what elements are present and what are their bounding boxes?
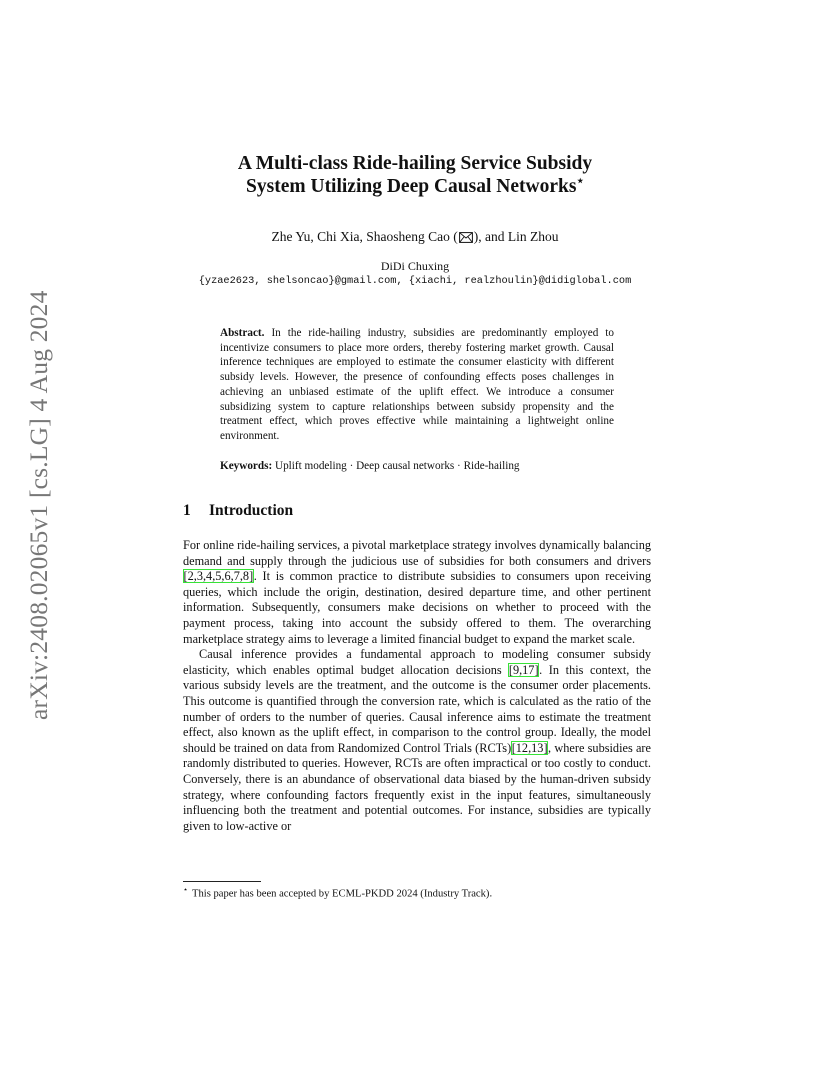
keywords-label: Keywords: bbox=[220, 460, 273, 472]
paragraph-2-text-b: . In this context, the various subsidy levels are the treatment, and the outcome is the consumer order placements. This outcome is quantified through the conversion rate, which is calculated as the ratio of the number of orders to the number of queries. Causal inference aims to estimate the treatment effect, also known as the uplift effect, in comparison to the control group. Ideally, the model should be trained on data from Randomized Control Trials (RCTs) bbox=[183, 662, 651, 755]
paragraph-2 bbox=[183, 647, 651, 834]
footnote-text: This paper has been accepted by ECML-PKDD 2024 (Industry Track). bbox=[192, 888, 493, 900]
citation-link[interactable]: [12,13] bbox=[511, 740, 548, 755]
paragraph-1 bbox=[183, 538, 651, 647]
citation-link[interactable]: [2,3,4,5,6,7,8] bbox=[183, 569, 254, 584]
envelope-icon[interactable] bbox=[459, 231, 473, 247]
section-number: 1 bbox=[183, 502, 191, 519]
paragraph-2-text-a: Causal inference provides a fundamental approach to modeling consumer subsidy elasticity, which enables optimal budget allocation decisions bbox=[183, 647, 651, 677]
footnote-mark: ⋆ bbox=[183, 885, 189, 894]
authors-text-start: Zhe Yu, Chi Xia, Shaosheng Cao ( bbox=[271, 229, 458, 244]
keywords bbox=[220, 460, 620, 472]
paragraph-2-text-c: , where subsidies are randomly distributed to queries. However, RCTs are often impractical or too costly to conduct. Conversely, there is an abundance of observational data biased by the human-driven subsidy strategy, where confounding factors frequently exist in the input features, simultaneously influencing both the treatment and potential outcomes. For instance, subsidies are typically given to low-active or bbox=[183, 740, 651, 833]
arxiv-identifier: arXiv:2408.02065v1 [cs.LG] 4 Aug 2024 bbox=[24, 290, 53, 720]
affiliation: DiDi Chuxing bbox=[380, 259, 450, 273]
authors-text-end: ), and Lin Zhou bbox=[473, 229, 559, 244]
footnote bbox=[183, 885, 651, 900]
footnote-divider bbox=[183, 881, 261, 882]
title-line-2 bbox=[160, 175, 670, 198]
title-footnote-mark[interactable]: ⋆ bbox=[576, 173, 584, 188]
abstract-label: Abstract. bbox=[220, 327, 265, 339]
paragraph-1-text-b: . It is common practice to distribute subsidies to consumers upon receiving queries, which include the origin, destination, desired departure time, and other pertinent information. Subsequently, consumers make decisions on whether to proceed with the payment process, taking into account the subsidy offered to them. The overarching marketplace strategy aims to leverage a limited financial budget to expand the market scale. bbox=[183, 569, 651, 646]
author-list bbox=[160, 229, 670, 247]
introduction-body bbox=[183, 538, 651, 834]
citation-link[interactable]: [9,17] bbox=[508, 662, 539, 677]
author-emails[interactable]: {yzae2623, shelsoncao}@gmail.com, {xiachi, realzhoulin}@didiglobal.com bbox=[198, 275, 632, 287]
title-line-2-text: System Utilizing Deep Causal Networks bbox=[246, 176, 577, 197]
abstract-text: In the ride-hailing industry, subsidies are predominantly employed to incentivize consumers to place more orders, thereby fostering market growth. Causal inference techniques are employed to estimate the consumer elasticity with different subsidy levels. However, the presence of confounding effects poses challenges in achieving an unbiased estimate of the uplift effect. We introduce a consumer subsidizing system to capture relationships between subsidy propensity and the treatment effect, which proves effective while maintaining a lightweight online environment. bbox=[220, 327, 615, 442]
abstract bbox=[220, 326, 614, 444]
title-line-1: A Multi-class Ride-hailing Service Subsidy bbox=[237, 153, 593, 174]
section-heading bbox=[183, 502, 293, 520]
paper-title bbox=[160, 152, 670, 198]
paragraph-1-text-a: For online ride-hailing services, a pivotal marketplace strategy involves dynamically balancing demand and supply through the judicious use of subsidies for both consumers and drivers bbox=[183, 538, 651, 568]
section-title: Introduction bbox=[209, 502, 294, 519]
keywords-text: Uplift modeling · Deep causal networks · Ride-hailing bbox=[275, 460, 520, 472]
